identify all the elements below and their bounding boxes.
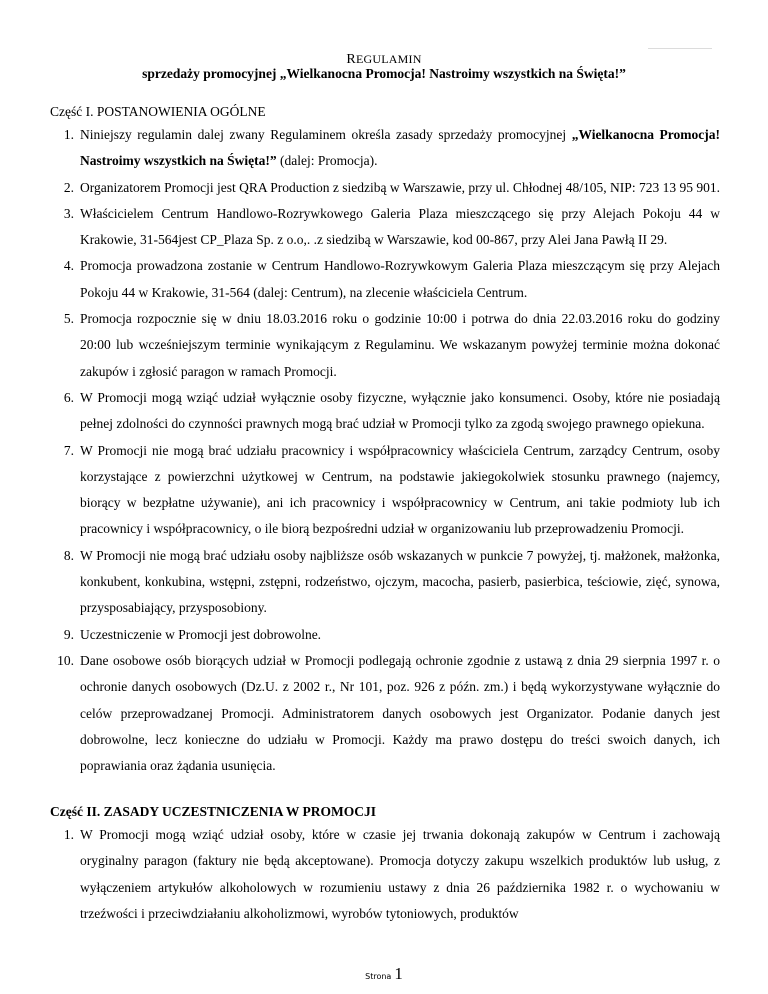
- item-text: W Promocji nie mogą brać udziału pracownicy i współpracownicy właściciela Centrum, zarządcy Centrum, osoby korzystające z powierzchni użytkowej w Centrum, na podstawie jakiegokolwiek stosunku prawnego (najemcy, biorący w bezpłatne używanie), ani ich pracownicy i współpracownicy w Centrum, ani takie podmioty lub ich pracownicy i współpracownicy, o ile biorą bezpośredni udział w organizowaniu lub przeprowadzeniu Promocji.: [80, 442, 720, 537]
- document-subtitle: sprzedaży promocyjnej „Wielkanocna Promocja! Nastroimy wszystkich na Święta!”: [142, 66, 626, 81]
- item-text: Organizatorem Promocji jest QRA Production z siedzibą w Warszawie, przy ul. Chłodnej 48/105, NIP: 723 13 95 901.: [80, 179, 720, 195]
- part2-list: [50, 822, 720, 927]
- list-item: [50, 543, 720, 622]
- item-text: Promocja prowadzona zostanie w Centrum Handlowo-Rozrywkowym Galeria Plaza mieszczącym się przy Alejach Pokoju 44 w Krakowie, 31-564 (dalej: Centrum), na zlecenie właściciela Centrum.: [80, 258, 720, 300]
- item-number: 8.: [63, 547, 74, 563]
- item-text: W Promocji nie mogą brać udziału osoby najbliższe osób wskazanych w punkcie 7 powyżej, tj. małżonek, małżonka, konkubent, konkubina, wstępni, zstępni, rodzeństwo, ojczym, macocha, pasierb, pasierbica, teściowie, zięć, synowa, przysposabiający, przysposobiony.: [80, 547, 720, 616]
- footer-label: Strona: [365, 972, 392, 981]
- list-item: [50, 385, 720, 438]
- page-footer: [0, 964, 768, 984]
- title-initial: R: [346, 52, 356, 67]
- item-text: Uczestniczenie w Promocji jest dobrowolne.: [80, 626, 322, 642]
- list-item: [50, 306, 720, 385]
- item-text: Promocja rozpocznie się w dniu 18.03.2016 roku o godzinie 10:00 i potrwa do dnia 22.03.2016 roku do godziny 20:00 lub wcześniejszym terminie wynikającym z Regulaminu. We wskazanym powyżej terminie można dokonać zakupów i zgłosić paragon w ramach Promocji.: [80, 311, 720, 379]
- item-number: 4.: [63, 258, 74, 274]
- list-item: [50, 438, 720, 543]
- item-number: 1.: [63, 827, 74, 842]
- item-number: 3.: [63, 205, 74, 221]
- item-text: Właścicielem Centrum Handlowo-Rozrywkowego Galeria Plaza mieszczącego się przy Alejach Pokoju 44 w Krakowie, 31-564jest CP_Plaza Sp. z o.o,. .z siedzibą w Warszawie, kod 00-867, przy Alei Jana Pawłą II 29.: [80, 205, 720, 248]
- item-text: Dane osobowe osób biorących udział w Promocji podlegają ochronie zgodnie z ustawą z dnia 29 sierpnia 1997 r. o ochronie danych osobowych (Dz.U. z 2002 r., Nr 101, poz. 926 z późn. zm.) i będą wykorzystywane wyłącznie do celów przeprowadzanej Promocji. Administratorem danych osobowych jest Organizator. Podanie danych jest dobrowolne, lecz konieczne do udziału w Promocji. Każdy ma prawo dostępu do treści swoich danych, ich poprawiania oraz żądania usunięcia.: [80, 652, 720, 774]
- item-number: 1.: [63, 127, 74, 142]
- section-heading-2: Część II. ZASADY UCZESTNICZENIA W PROMOCJI: [50, 804, 377, 819]
- item-text: W Promocji mogą wziąć udział osoby, które w czasie jej trwania dokonają zakupów w Centrum i zachowają oryginalny paragon (faktury nie będą akceptowane). Promocja dotyczy zakupu wszelkich produktów lub usług, z wyłączeniem artykułów alkoholowych w rozumieniu ustawy z dnia 26 października 1982 r. o wychowaniu w trzeźwości i przeciwdziałaniu alkoholizmowi, wyrobów tytoniowych, produktów: [80, 827, 720, 921]
- list-item: [50, 122, 720, 175]
- item-text: (dalej: Promocja).: [276, 153, 378, 169]
- item-number: 9.: [63, 626, 74, 642]
- list-item: [50, 822, 720, 927]
- part1-list: [50, 122, 720, 779]
- list-item: [50, 648, 720, 779]
- item-bold-text: „Wielkanocna Promocja! Nastroimy wszystkich na Święta!”: [80, 127, 720, 169]
- item-number: 10.: [57, 652, 74, 668]
- item-number: 6.: [63, 389, 74, 405]
- item-text: Niniejszy regulamin dalej zwany Regulaminem określa zasady sprzedaży promocyjnej: [80, 127, 572, 142]
- title-rest: EGULAMIN: [355, 52, 422, 66]
- item-text: W Promocji mogą wziąć udział wyłącznie osoby fizyczne, wyłącznie jako konsumenci. Osoby, które nie posiadają pełnej zdolności do czynności prawnych mogą brać udział w Promocji tylko za zgodą swojego prawnego opiekuna.: [80, 389, 720, 432]
- item-number: 5.: [63, 311, 74, 327]
- list-item: [50, 253, 720, 306]
- list-item: [50, 175, 720, 201]
- list-item: [50, 201, 720, 254]
- item-number: 2.: [63, 179, 74, 195]
- header-rule: [648, 48, 712, 49]
- section-heading-1: Część I. POSTANOWIENIA OGÓLNE: [50, 104, 266, 119]
- item-number: 7.: [63, 442, 74, 458]
- page-number: 1: [394, 964, 403, 983]
- list-item: [50, 622, 720, 648]
